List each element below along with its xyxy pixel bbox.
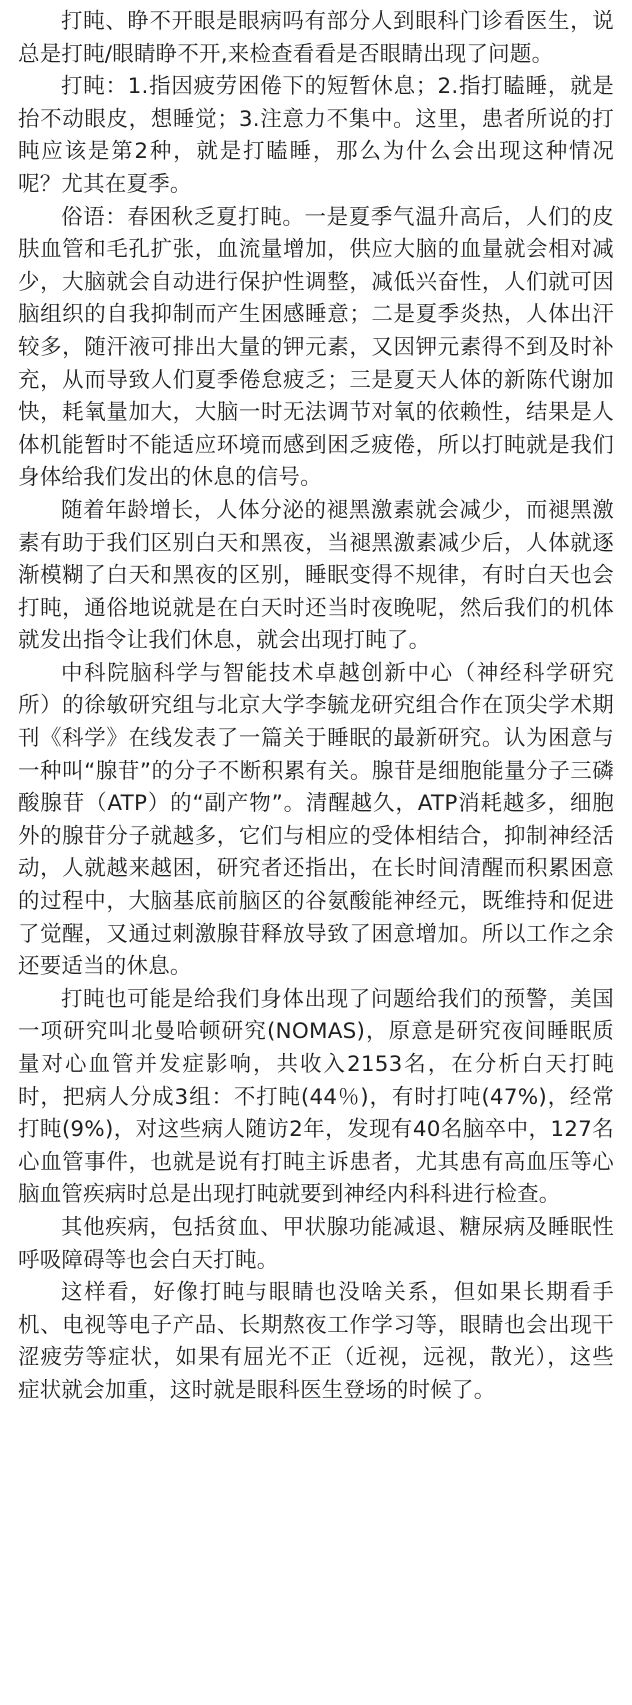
paragraph-eye-conclusion: 这样看，好像打盹与眼睛也没啥关系，但如果长期看手机、电视等电子产品、长期熬夜工作学习等，眼睛也会出现干涩疲劳等症状，如果有屈光不正（近视，远视，散光），这些症状就会加重，这时就是眼科医生登场的时候了。 (18, 1280, 614, 1403)
paragraph-adenosine-research: 中科院脑科学与智能技术卓越创新中心（神经科学研究所）的徐敏研究组与北京大学李毓龙研究组合作在顶尖学术期刊《科学》在线发表了一篇关于睡眠的最新研究。认为困意与一种叫“腺苷”的分子不断积累有关。腺苷是细胞能量分子三磷酸腺苷（ATP）的“副产物”。清醒越久，ATP消耗越多，细胞外的腺苷分子就越多，它们与相应的受体相结合，抑制神经活动，人就越来越困，研究者还指出，在长时间清醒而积累困意的过程中，大脑基底前脑区的谷氨酸能神经元，既维持和促进了觉醒，又通过刺激腺苷释放导致了困意增加。所以工作之余还要适当的休息。 (18, 660, 614, 980)
paragraph-melatonin: 随着年龄增长，人体分泌的褪黑激素就会减少，而褪黑激素有助于我们区别白天和黑夜，当褪黑激素减少后，人体就逐渐模糊了白天和黑夜的区别，睡眠变得不规律，有时白天也会打盹，通俗地说就是在白天时还当时夜晚呢，然后我们的机体就发出指令让我们休息，就会出现打盹了。 (18, 497, 614, 654)
paragraph-summer-causes: 俗语：春困秋乏夏打盹。一是夏季气温升高后，人们的皮肤血管和毛孔扩张，血流量增加，供应大脑的血量就会相对减少，大脑就会自动进行保护性调整，减低兴奋性，人们就可因脑组织的自我抑制而产生困感睡意；二是夏季炎热，人体出汗较多，随汗液可排出大量的钾元素，又因钾元素得不到及时补充，从而导致人们夏季倦怠疲乏；三是夏天人体的新陈代谢加快，耗氧量加大，大脑一时无法调节对氧的依赖性，结果是人体机能暂时不能适应环境而感到困乏疲倦，所以打盹就是我们身体给我们发出的休息的信号。 (18, 204, 614, 491)
paragraph-nomas-study: 打盹也可能是给我们身体出现了问题给我们的预警，美国一项研究叫北曼哈顿研究(NOMAS)，原意是研究夜间睡眠质量对心血管并发症影响，共收入2153名，在分析白天打盹时，把病人分成3组：不打盹(44％)，有时打吨(47%)，经常打盹(9%)，对这些病人随访2年，发现有40名脑卒中，127名心血管事件，也就是说有打盹主诉患者，尤其患有高血压等心脑血管疾病时总是出现打盹就要到神经内科科进行检查。 (18, 986, 614, 1208)
paragraph-intro: 打盹、睁不开眼是眼病吗有部分人到眼科门诊看医生，说总是打盹/眼睛睁不开,来检查看看是否眼睛出现了问题。 (18, 9, 614, 67)
paragraph-definition: 打盹：1.指因疲劳困倦下的短暂休息；2.指打瞌睡，就是抬不动眼皮，想睡觉；3.注意力不集中。这里，患者所说的打盹应该是第2种，就是打瞌睡，那么为什么会出现这种情况呢？尤其在夏季。 (18, 74, 614, 197)
paragraph-other-diseases: 其他疾病，包括贫血、甲状腺功能减退、糖尿病及睡眠性呼吸障碍等也会白天打盹。 (18, 1214, 614, 1273)
